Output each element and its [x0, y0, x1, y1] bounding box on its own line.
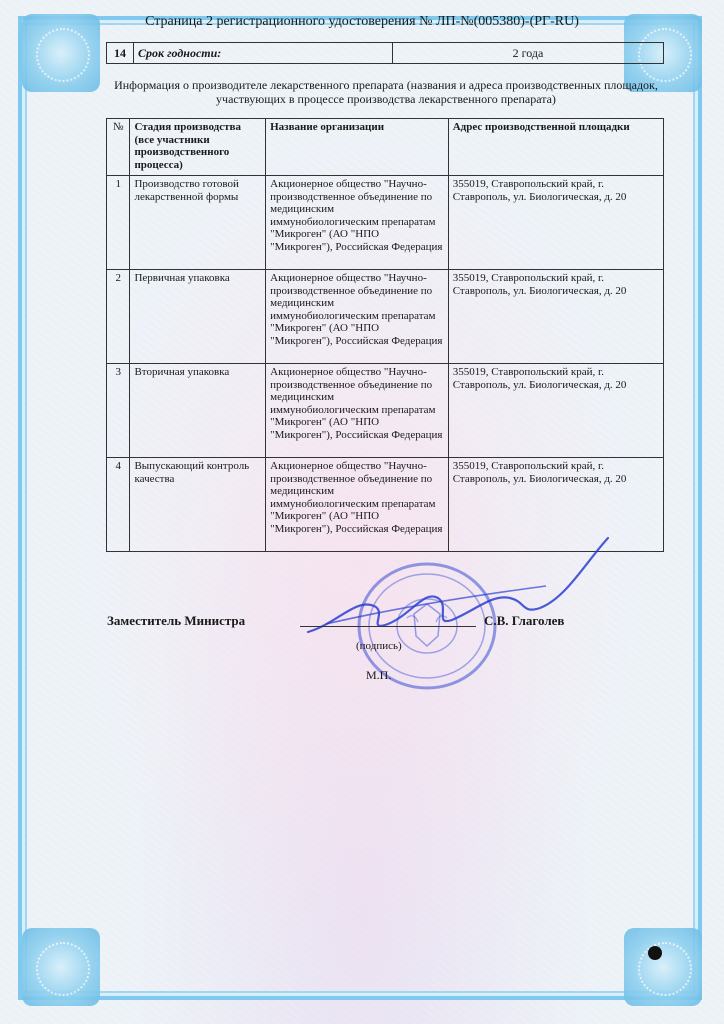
row-address: 355019, Ставропольский край, г. Ставрополь, ул. Биологическая, д. 20: [448, 270, 663, 364]
shelf-life-label: Срок годности:: [134, 43, 393, 64]
row-stage: Производство готовой лекарственной формы: [130, 176, 266, 270]
shelf-life-value: 2 года: [393, 43, 664, 64]
shelf-life-number: 14: [107, 43, 134, 64]
table-row: [107, 364, 664, 458]
row-address: 355019, Ставропольский край, г. Ставрополь, ул. Биологическая, д. 20: [448, 458, 663, 552]
signature-stroke-icon: [296, 528, 616, 648]
row-stage: Выпускающий контроль качества: [130, 458, 266, 552]
hole-punch-dot: [648, 946, 662, 960]
row-num: 2: [107, 270, 130, 364]
col-header-address: Адрес производственной площадки: [448, 119, 663, 176]
shelf-life-row: [106, 42, 664, 64]
row-org: Акционерное общество "Научно-производственное объединение по медицинским иммунобиологическим препаратам "Микроген" (АО "НПО "Микроген"), Российская Федерация: [266, 176, 449, 270]
corner-rosette-icon: [624, 928, 702, 1006]
stamp-mark: М.П.: [366, 668, 392, 682]
signature-caption: (подпись): [356, 640, 402, 652]
row-org: Акционерное общество "Научно-производственное объединение по медицинским иммунобиологическим препаратам "Микроген" (АО "НПО "Микроген"), Российская Федерация: [266, 458, 449, 552]
row-stage: Первичная упаковка: [130, 270, 266, 364]
row-num: 4: [107, 458, 130, 552]
signer-name: С.В. Глаголев: [484, 613, 565, 628]
manufacturer-table: [106, 118, 664, 552]
col-header-org: Название организации: [266, 119, 449, 176]
signature-line: [300, 626, 476, 627]
table-row: [107, 176, 664, 270]
col-header-num: №: [107, 119, 130, 176]
page-title: Страница 2 регистрационного удостоверения № ЛП-№(005380)-(РГ-RU): [145, 14, 579, 29]
corner-rosette-icon: [22, 928, 100, 1006]
row-num: 3: [107, 364, 130, 458]
table-header-row: [107, 119, 664, 176]
row-num: 1: [107, 176, 130, 270]
signer-position: Заместитель Министра: [107, 613, 246, 628]
row-stage: Вторичная упаковка: [130, 364, 266, 458]
col-header-stage: Стадия производства (все участники производственного процесса): [130, 119, 266, 176]
manufacturer-info-heading: Информация о производителе лекарственного препарата (названия и адреса производственных площадок, участвующих в процессе производства лекарственного препарата): [114, 78, 658, 106]
row-org: Акционерное общество "Научно-производственное объединение по медицинским иммунобиологическим препаратам "Микроген" (АО "НПО "Микроген"), Российская Федерация: [266, 270, 449, 364]
row-address: 355019, Ставропольский край, г. Ставрополь, ул. Биологическая, д. 20: [448, 176, 663, 270]
row-org: Акционерное общество "Научно-производственное объединение по медицинским иммунобиологическим препаратам "Микроген" (АО "НПО "Микроген"), Российская Федерация: [266, 364, 449, 458]
row-address: 355019, Ставропольский край, г. Ставрополь, ул. Биологическая, д. 20: [448, 364, 663, 458]
table-row: [107, 270, 664, 364]
